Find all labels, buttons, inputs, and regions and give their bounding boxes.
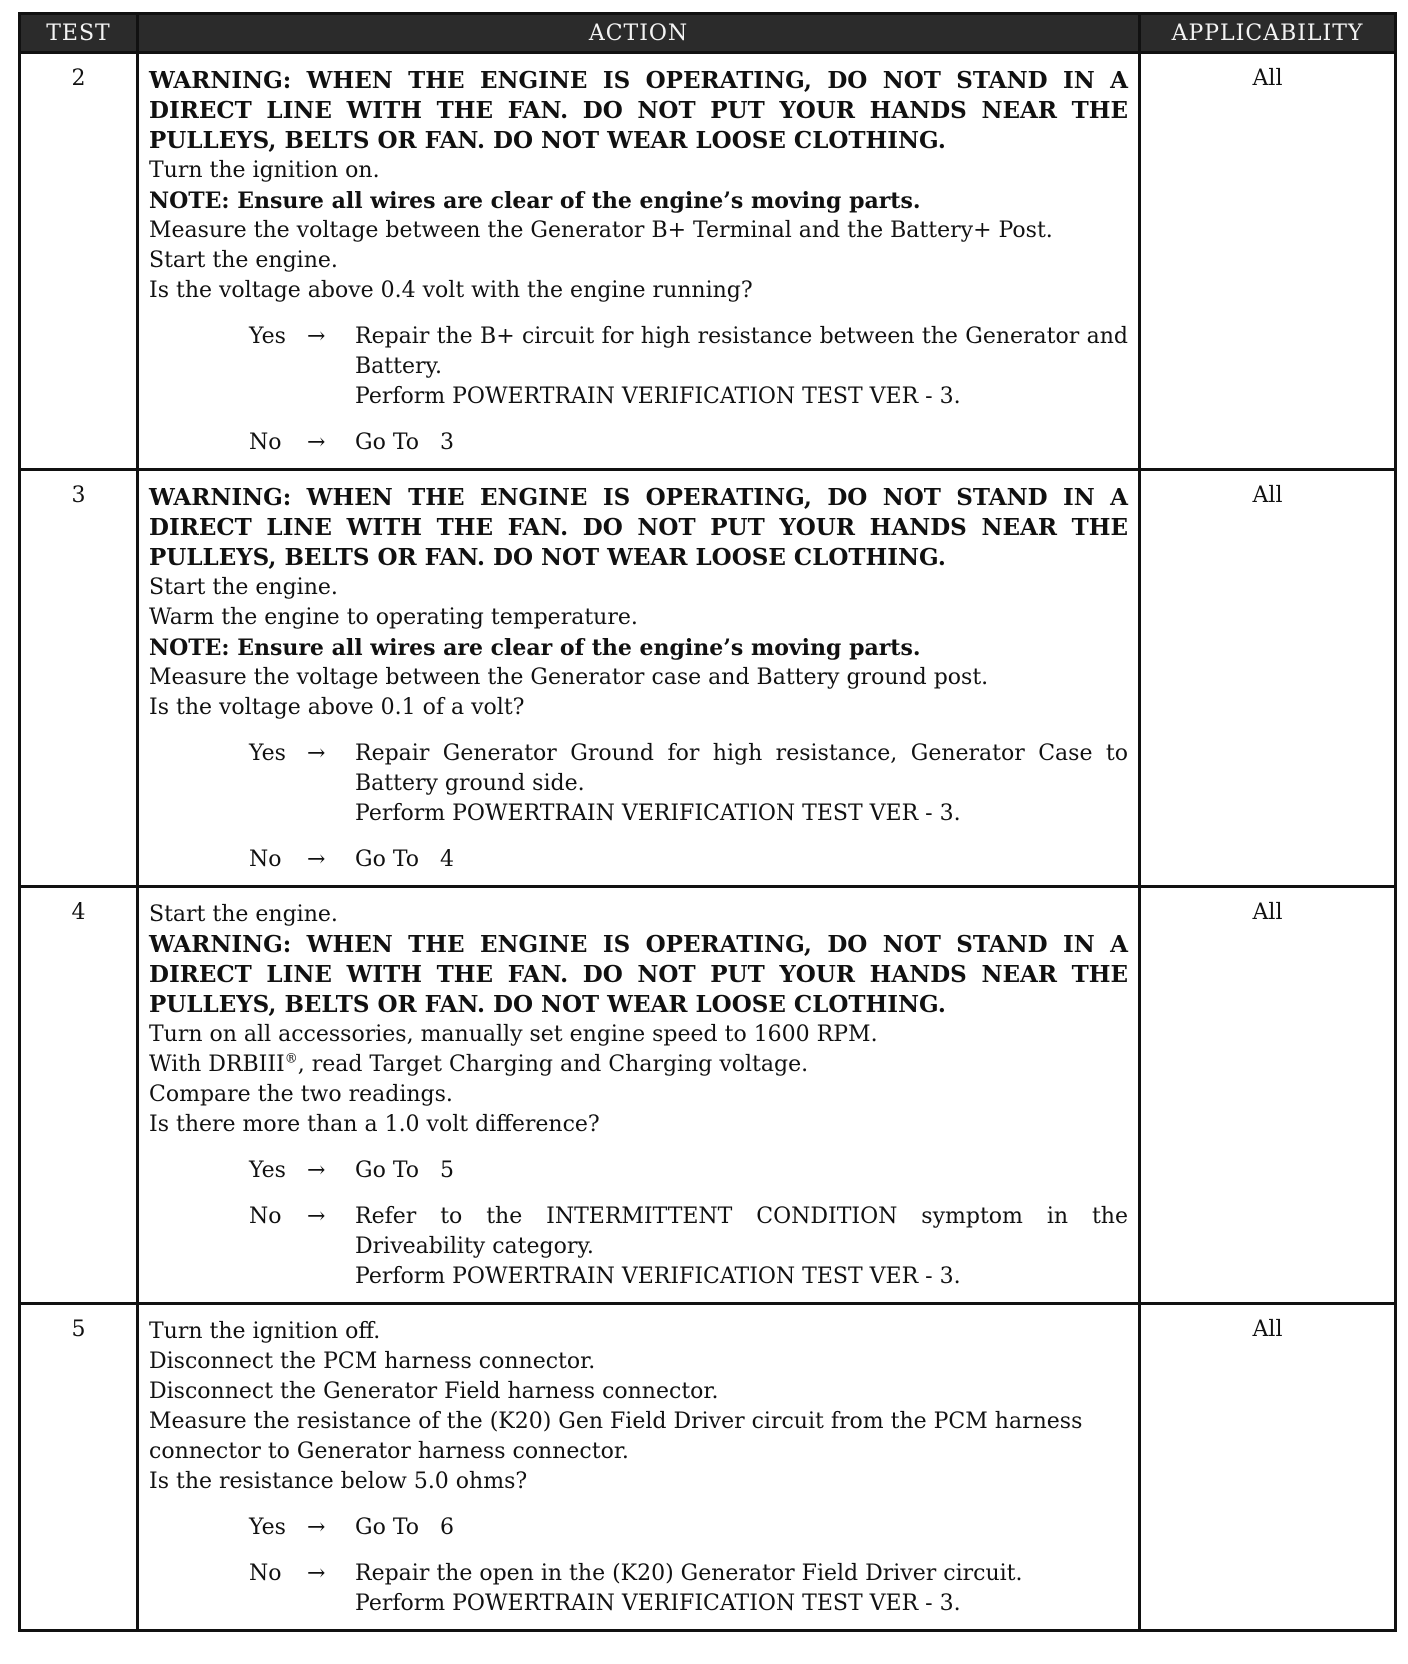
instruction-line: Compare the two readings. xyxy=(149,1082,453,1107)
table-header xyxy=(20,14,1396,53)
result-line: Perform POWERTRAIN VERIFICATION TEST VER - 3. xyxy=(355,1591,961,1616)
instruction-line: Measure the voltage between the Generator B+ Terminal and the Battery+ Post. xyxy=(149,218,1053,243)
result-text xyxy=(355,322,1135,412)
yes-result xyxy=(249,322,1135,412)
diagnostic-test-table xyxy=(18,12,1397,1632)
no-result xyxy=(249,1559,1128,1619)
result-label: No xyxy=(249,847,282,872)
result-label: Yes xyxy=(249,1515,286,1540)
result-line: Go To 6 xyxy=(355,1515,454,1540)
result-line: Perform POWERTRAIN VERIFICATION TEST VER - 3. xyxy=(355,801,961,826)
instruction-line: Start the engine. xyxy=(149,575,338,600)
no-result xyxy=(249,845,1128,875)
warning-text: WARNING: WHEN THE ENGINE IS OPERATING, DO NOT STAND IN A DIRECT LINE WITH THE FAN. DO NOT PUT YOUR HANDS NEAR THE PULLEYS, BELTS OR FAN. DO NOT WEAR LOOSE CLOTHING. xyxy=(149,931,1128,1018)
yes-result xyxy=(249,739,1135,829)
result-label: No xyxy=(249,430,282,455)
result-label: Yes xyxy=(249,324,286,349)
instruction-line: Is the voltage above 0.4 volt with the engine running? xyxy=(149,278,753,303)
result-line: Repair Generator Ground for high resistance, Generator Case to Battery ground side. xyxy=(355,741,1135,796)
instruction-line: Measure the voltage between the Generator case and Battery ground post. xyxy=(149,665,989,690)
result-line: Go To 4 xyxy=(355,847,454,872)
result-text xyxy=(355,845,1128,875)
result-line: Refer to the INTERMITTENT CONDITION symptom in the Driveability category. xyxy=(355,1204,1135,1259)
result-text xyxy=(355,1513,1128,1543)
instruction-line: Warm the engine to operating temperature. xyxy=(149,605,638,630)
right-arrow-icon: → xyxy=(307,1515,326,1540)
no-result xyxy=(249,1202,1135,1292)
instruction-text: , read Target Charging and Charging voltage. xyxy=(297,1052,809,1077)
test-number: 3 xyxy=(71,483,86,508)
right-arrow-icon: → xyxy=(307,1561,326,1586)
right-arrow-icon: → xyxy=(307,1204,326,1229)
no-result xyxy=(249,428,1128,458)
instruction-line: Disconnect the PCM harness connector. xyxy=(149,1349,596,1374)
result-text xyxy=(355,1559,1128,1619)
test-row xyxy=(20,1304,1396,1631)
test-number: 4 xyxy=(71,900,86,925)
action-cell xyxy=(138,887,1140,1304)
yes-result xyxy=(249,1156,1128,1186)
test-row xyxy=(20,53,1396,470)
result-text xyxy=(355,1156,1128,1186)
instruction-line: Measure the resistance of the (K20) Gen Field Driver circuit from the PCM harness connector to Generator harness connector. xyxy=(149,1409,1083,1464)
result-label: No xyxy=(249,1561,282,1586)
right-arrow-icon: → xyxy=(307,324,326,349)
instruction-line: Turn the ignition on. xyxy=(149,158,380,183)
warning-text: WARNING: WHEN THE ENGINE IS OPERATING, DO NOT STAND IN A DIRECT LINE WITH THE FAN. DO NOT PUT YOUR HANDS NEAR THE PULLEYS, BELTS OR FAN. DO NOT WEAR LOOSE CLOTHING. xyxy=(149,484,1128,571)
action-cell xyxy=(138,470,1140,887)
action-cell xyxy=(138,53,1140,470)
right-arrow-icon: → xyxy=(307,741,326,766)
header-test: TEST xyxy=(20,14,138,53)
instruction-line: Is the voltage above 0.1 of a volt? xyxy=(149,695,525,720)
test-number: 5 xyxy=(71,1317,86,1342)
instruction-line: Is there more than a 1.0 volt difference? xyxy=(149,1112,600,1137)
result-line: Go To 3 xyxy=(355,430,454,455)
warning-text: WARNING: WHEN THE ENGINE IS OPERATING, DO NOT STAND IN A DIRECT LINE WITH THE FAN. DO NOT PUT YOUR HANDS NEAR THE PULLEYS, BELTS OR FAN. DO NOT WEAR LOOSE CLOTHING. xyxy=(149,67,1128,154)
result-label: Yes xyxy=(249,1158,286,1183)
result-label: Yes xyxy=(249,741,286,766)
instruction-line: Turn on all accessories, manually set engine speed to 1600 RPM. xyxy=(149,1022,878,1047)
test-number: 2 xyxy=(71,66,86,91)
instruction-line: Disconnect the Generator Field harness connector. xyxy=(149,1379,719,1404)
result-line: Repair the B+ circuit for high resistance between the Generator and Battery. xyxy=(355,324,1135,379)
yes-result xyxy=(249,1513,1128,1543)
header-applicability: APPLICABILITY xyxy=(1140,14,1396,53)
right-arrow-icon: → xyxy=(307,430,326,455)
note-text: NOTE: Ensure all wires are clear of the engine’s moving parts. xyxy=(149,188,921,214)
result-line: Go To 5 xyxy=(355,1158,454,1183)
right-arrow-icon: → xyxy=(307,847,326,872)
instruction-line: Is the resistance below 5.0 ohms? xyxy=(149,1469,528,1494)
result-text xyxy=(355,428,1128,458)
result-text xyxy=(355,1202,1135,1292)
instruction-line: Start the engine. xyxy=(149,248,338,273)
instruction-line xyxy=(149,1050,1128,1080)
instruction-text: With DRBIII xyxy=(149,1052,285,1077)
test-procedure-page xyxy=(18,12,1394,1632)
applicability-value: All xyxy=(1140,53,1396,470)
instruction-line: Turn the ignition off. xyxy=(149,1319,381,1344)
note-text: NOTE: Ensure all wires are clear of the engine’s moving parts. xyxy=(149,635,921,661)
applicability-value: All xyxy=(1140,887,1396,1304)
result-label: No xyxy=(249,1204,282,1229)
header-action: ACTION xyxy=(138,14,1140,53)
result-line: Repair the open in the (K20) Generator Field Driver circuit. xyxy=(355,1561,1023,1586)
result-line: Perform POWERTRAIN VERIFICATION TEST VER - 3. xyxy=(355,1264,961,1289)
action-cell xyxy=(138,1304,1140,1631)
instruction-line: Start the engine. xyxy=(149,902,338,927)
applicability-value: All xyxy=(1140,470,1396,887)
test-row xyxy=(20,887,1396,1304)
applicability-value: All xyxy=(1140,1304,1396,1631)
result-line: Perform POWERTRAIN VERIFICATION TEST VER - 3. xyxy=(355,384,961,409)
result-text xyxy=(355,739,1135,829)
table-body xyxy=(20,53,1396,1631)
test-row xyxy=(20,470,1396,887)
right-arrow-icon: → xyxy=(307,1158,326,1183)
registered-mark: ® xyxy=(284,1051,298,1067)
